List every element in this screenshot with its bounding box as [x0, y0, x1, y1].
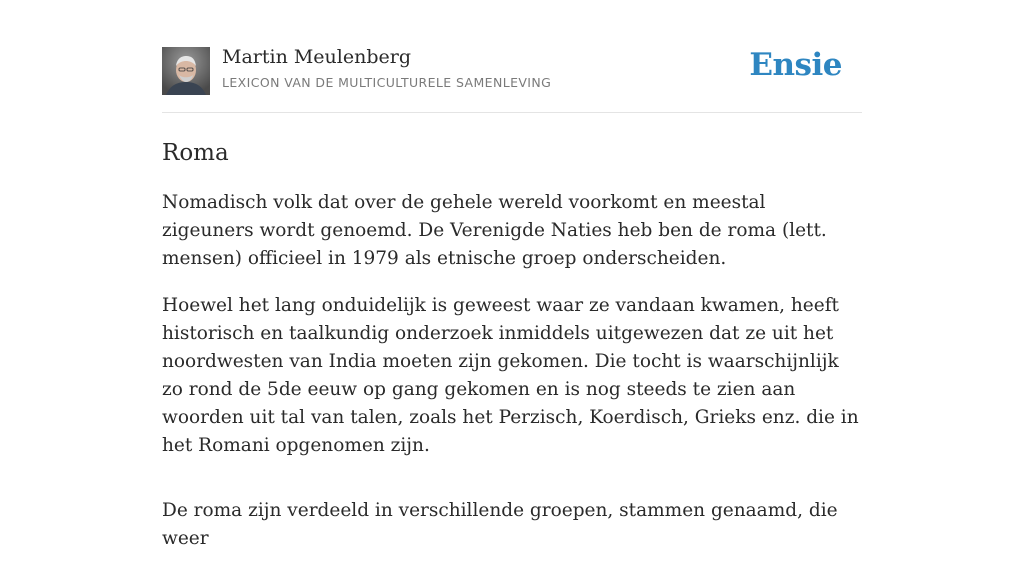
publication-name[interactable]: LEXICON VAN DE MULTICULTURELE SAMENLEVING — [222, 75, 552, 90]
paragraph: Nomadisch volk dat over de gehele wereld voorkomt en meestal zigeuners wordt genoemd. De Verenigde Naties heb ben de roma (lett. mensen) officieel in 1979 als etnische groep onderscheiden. — [162, 192, 827, 269]
paragraph: Hoewel het lang onduidelijk is geweest waar ze vandaan kwamen, heeft historisch en taalkundig onderzoek inmiddels uitgewezen dat ze uit het noordwesten van India moeten zijn gekomen. Die tocht is waarschijnlijk zo rond de 5de eeuw op gang gekomen en is nog steeds te zien aan woorden uit tal van talen, zoals het Perzisch, Koerdisch, Grieks enz. die in het Romani opgenomen zijn. — [162, 295, 859, 456]
article-header — [162, 0, 862, 113]
article-container — [162, 0, 862, 549]
article-title: Roma — [162, 140, 229, 166]
article-body — [162, 189, 862, 572]
brand-logo[interactable]: Ensie — [749, 47, 842, 83]
paragraph: De roma zijn verdeeld in verschillende groepen, stammen genaamd, die weer — [162, 500, 838, 549]
author-name[interactable]: Martin Meulenberg — [222, 46, 411, 68]
author-avatar[interactable] — [162, 47, 210, 95]
author-photo-icon — [162, 47, 210, 95]
